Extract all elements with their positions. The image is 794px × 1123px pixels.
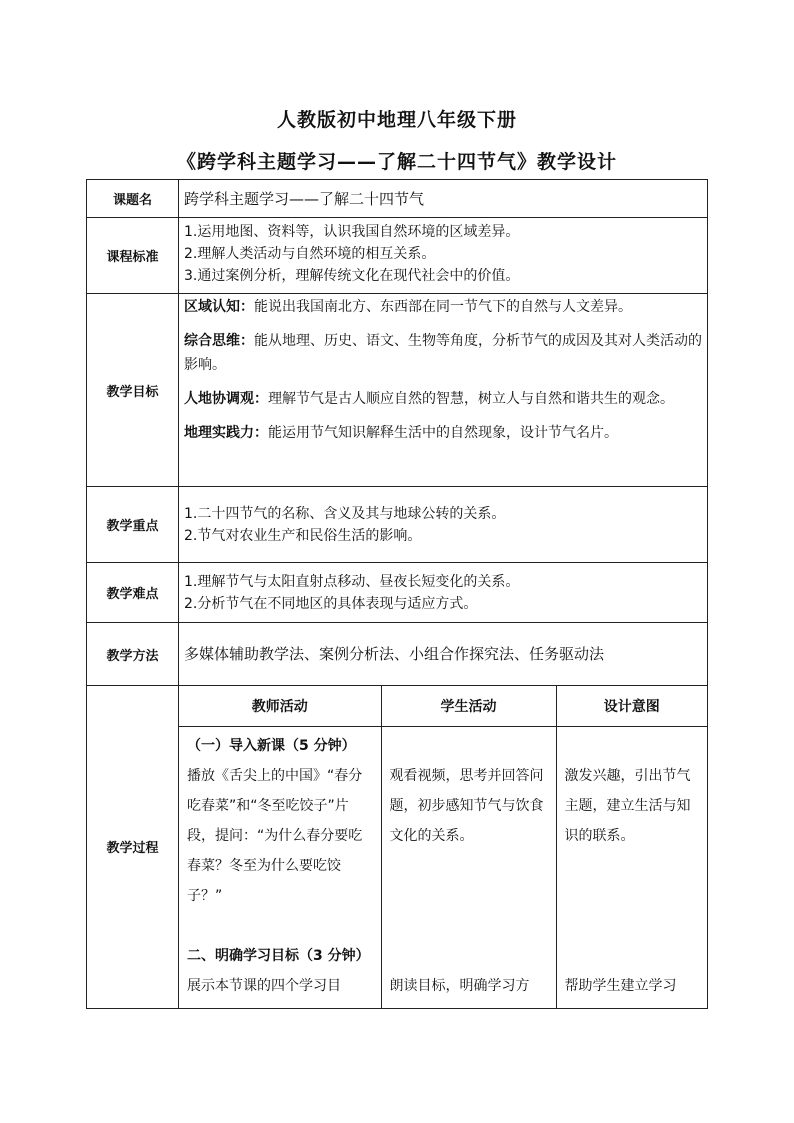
difficulties-content [179, 568, 707, 618]
key-point-line: 2.节气对农业生产和民俗生活的影响。 [184, 527, 422, 544]
difficulty-line: 2.分析节气在不同地区的具体表现与适应方式。 [184, 595, 478, 612]
design-intent-text: 激发兴趣，引出节气主题，建立生活与知识的联系。 [564, 768, 691, 844]
design-intent-cell [557, 727, 708, 1001]
difficulty-line: 1.理解节气与太阳直射点移动、昼夜长短变化的关系。 [184, 573, 520, 590]
goal-head: 地理实践力： [184, 425, 268, 441]
teacher-activity-header: 教师活动 [179, 686, 381, 727]
standard-line: 2.理解人类活动与自然环境的相互关系。 [184, 246, 436, 262]
standard-line: 1.运用地图、资料等，认识我国自然环境的区域差异。 [184, 224, 520, 240]
teacher-activity-cell [179, 727, 381, 1001]
section-title: （一）导入新课（5 分钟） [187, 738, 356, 754]
section-title: 二、明确学习目标（3 分钟） [187, 948, 370, 964]
goal-head: 综合思维： [184, 333, 254, 349]
design-intent-text: 帮助学生建立学习 [564, 978, 677, 994]
teacher-activity-text: 播放《舌尖上的中国》“春分吃春菜”和“冬至吃饺子”片段，提问：“为什么春分要吃春菜？冬至为什么要吃饺子？” [187, 768, 363, 904]
goal-head: 人地协调观： [184, 391, 268, 407]
standard-content [179, 218, 707, 290]
design-intent-header: 设计意图 [556, 686, 707, 727]
goals-content [179, 294, 707, 448]
student-activity-header: 学生活动 [381, 686, 556, 727]
topic-label: 课题名 [87, 180, 179, 218]
key-points-content [179, 500, 707, 550]
goals-label: 教学目标 [87, 294, 179, 487]
student-activity-text: 朗读目标，明确学习方 [389, 978, 530, 994]
goal-item: 人地协调观：理解节气是古人顺应自然的智慧，树立人与自然和谐共生的观念。 [184, 391, 674, 407]
process-label: 教学过程 [87, 686, 179, 1009]
key-points-label: 教学重点 [87, 487, 179, 563]
goal-item: 综合思维：能从地理、历史、语文、生物等角度，分析节气的成因及其对人类活动的影响。 [184, 333, 702, 373]
teacher-activity-text: 展示本节课的四个学习目 [187, 978, 341, 994]
student-activity-cell [382, 727, 556, 1001]
methods-label: 教学方法 [87, 623, 179, 686]
goal-item: 地理实践力：能运用节气知识解释生活中的自然现象，设计节气名片。 [184, 425, 618, 441]
difficulties-label: 教学难点 [87, 563, 179, 623]
standard-label: 课程标准 [87, 218, 179, 294]
topic-value: 跨学科主题学习——了解二十四节气 [184, 189, 425, 208]
standard-line: 3.通过案例分析，理解传统文化在现代社会中的价值。 [184, 268, 520, 284]
methods-value: 多媒体辅助教学法、案例分析法、小组合作探究法、任务驱动法 [184, 645, 605, 663]
process-table [179, 686, 707, 1008]
goal-head: 区域认知： [184, 299, 254, 315]
document-title-line2: 《跨学科主题学习——了解二十四节气》教学设计 [176, 151, 617, 173]
lesson-plan-table [86, 179, 708, 1009]
goal-item: 区域认知：能说出我国南北方、东西部在同一节气下的自然与人文差异。 [184, 299, 632, 315]
document-title-line1: 人教版初中地理八年级下册 [276, 109, 517, 131]
student-activity-text: 观看视频，思考并回答问题，初步感知节气与饮食文化的关系。 [389, 768, 544, 844]
key-point-line: 1.二十四节气的名称、含义及其与地球公转的关系。 [184, 505, 506, 522]
